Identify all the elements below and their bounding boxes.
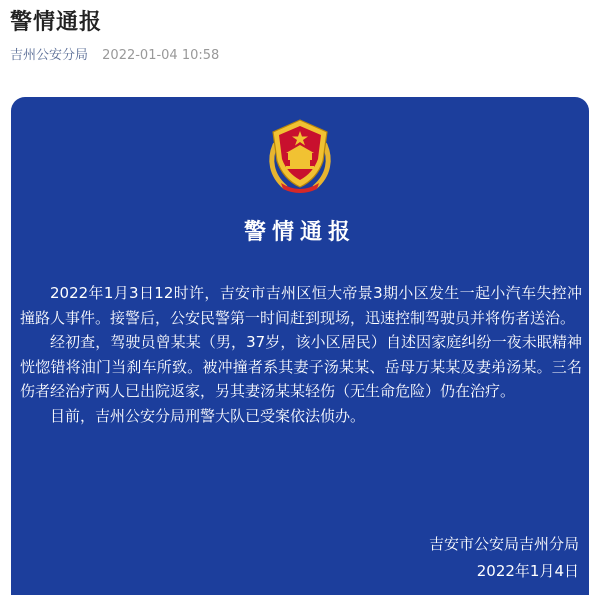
- publish-time: 2022-01-04 10:58: [102, 48, 220, 63]
- article-title: 警情通报: [10, 10, 103, 35]
- notice-body: [20, 281, 582, 428]
- notice-paragraph: 经初查，驾驶员曾某某（男，37岁，该小区居民）自述因家庭纠纷一夜未眠精神恍惚错将油门当刹车所致。被冲撞者系其妻子汤某某、岳母万某某及妻弟汤某。三名伤者经治疗两人已出院返家，另其妻汤某某轻伤（无生命危险）仍在治疗。: [20, 333, 582, 400]
- issuing-agency: 吉安市公安局吉州分局: [428, 535, 579, 553]
- notice-image: [11, 97, 589, 595]
- author-link[interactable]: 吉州公安分局: [10, 48, 89, 63]
- article-meta: [10, 44, 219, 63]
- notice-heading: 警情通报: [243, 220, 356, 245]
- notice-paragraph: 目前，吉州公安分局刑警大队已受案依法侦办。: [50, 406, 366, 425]
- issue-date: 2022年1月4日: [476, 562, 579, 580]
- police-emblem-icon: [265, 117, 335, 195]
- notice-signature-block: [429, 531, 579, 585]
- notice-paragraph: 2022年1月3日12时许，吉安市吉州区恒大帝景3期小区发生一起小汽车失控冲撞路人事件。接警后，公安民警第一时间赶到现场，迅速控制驾驶员并将伤者送治。: [20, 284, 582, 327]
